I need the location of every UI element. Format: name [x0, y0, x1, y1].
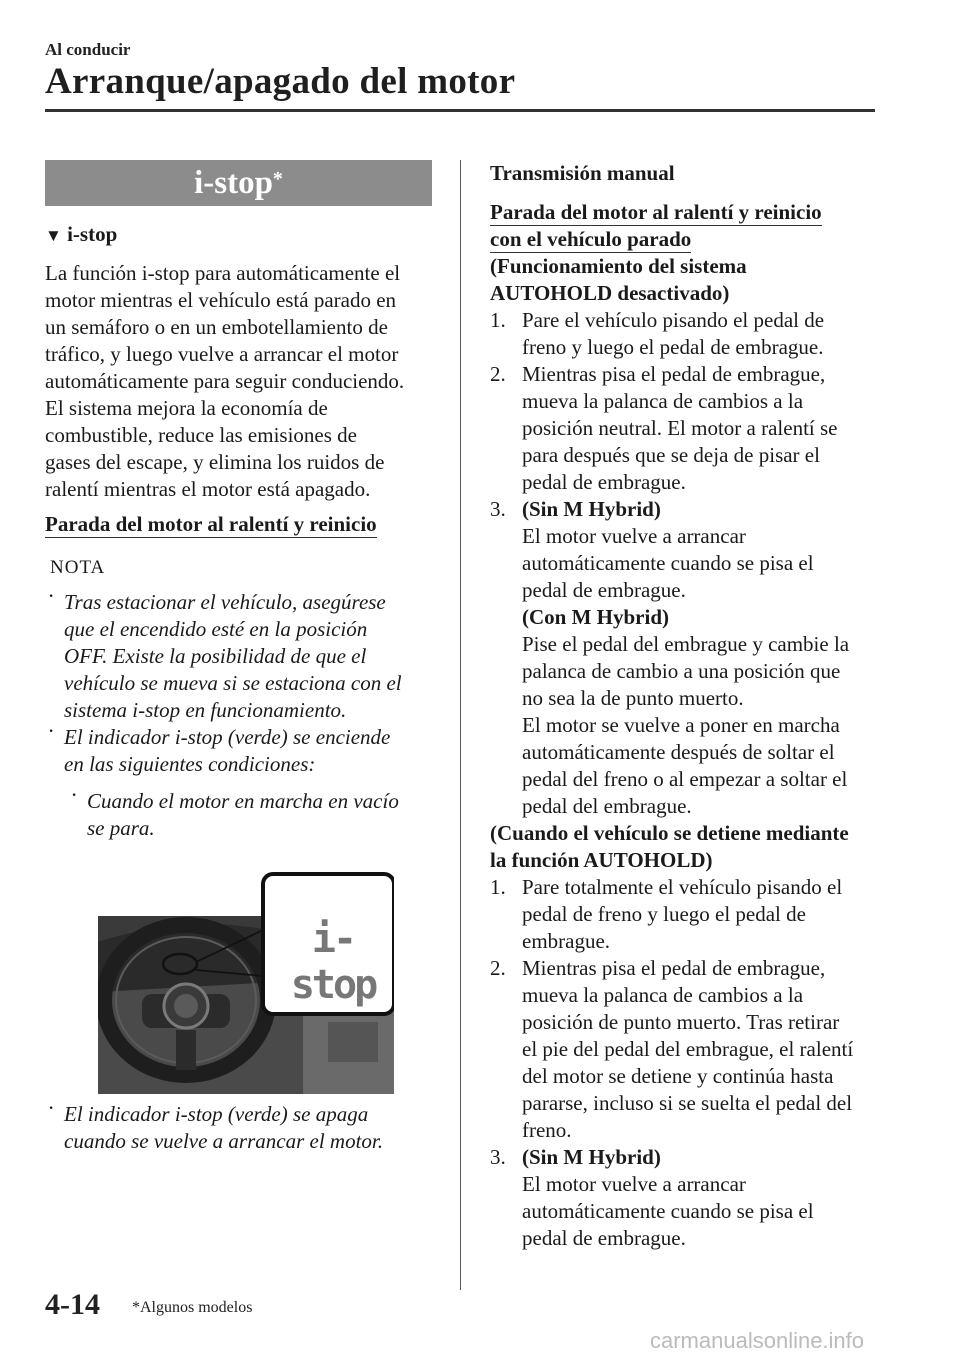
nota-bullet-last [45, 1101, 435, 1155]
section-banner [45, 160, 432, 206]
intro-line: ralentí mientras el motor está apagado. [45, 477, 371, 501]
nota-sub-bullet: · Cuando el motor en marcha en vacío se para. [45, 788, 435, 842]
intro-line: automáticamente para seguir conduciendo. [45, 369, 405, 393]
footnote: *Algunos modelos [132, 1299, 253, 1316]
i-stop-indicator-label: i-stop [290, 916, 376, 1008]
page-number: 4-14 [45, 1288, 100, 1321]
intro-line: un semáforo o en un embotellamiento de [45, 315, 388, 339]
intro-line: motor mientras el vehículo está parado en [45, 288, 397, 312]
intro-line: tráfico, y luego vuelve a arrancar el motor [45, 342, 399, 366]
intro-line: El sistema mejora la economía de [45, 396, 328, 420]
intro-line: gases del escape, y elimina los ruidos de [45, 450, 385, 474]
subhead-text: i-stop [67, 222, 118, 246]
nota-bullet: · El indicador i-stop (verde) se enciende en las siguientes condiciones: [45, 724, 435, 778]
page-title: Arranque/apagado del motor [45, 61, 516, 102]
step-item: 3. (Sin M Hybrid) El motor vuelve a arrancar automáticamente cuando se pisa el pedal de embrague. [490, 1145, 814, 1250]
condition-heading: la función AUTOHOLD) [490, 848, 713, 872]
step-item: 1. Pare totalmente el vehículo pisando el pedal de freno y luego el pedal de embrague. [490, 875, 843, 953]
intro-line: La función i-stop para automáticamente el [45, 261, 401, 285]
nota-bullets [45, 589, 435, 842]
nota-bullet: · El indicador i-stop (verde) se apaga cuando se vuelve a arrancar el motor. [45, 1101, 435, 1155]
intro-line: combustible, reduce las emisiones de [45, 423, 357, 447]
condition-heading: (Funcionamiento del sistema [490, 254, 747, 278]
step-item: 2. Mientras pisa el pedal de embrague, mueva la palanca de cambios a la posición de punto muerto. Tras retirar el pie del pedal del embrague, el ralentí del motor se detiene y continúa hasta pararse, incluso si se suelta el pedal del freno. [490, 956, 854, 1142]
banner-star: * [272, 168, 283, 190]
left-column [45, 160, 435, 842]
underline-heading: Parada del motor al ralentí y reinicio [45, 512, 377, 536]
right-column [490, 160, 880, 1252]
nota-label: NOTA [50, 557, 106, 578]
intro-paragraph [45, 260, 435, 503]
triangle-marker-icon: ▼ [45, 226, 62, 245]
subhead [45, 221, 435, 249]
nota-bullet: · Tras estacionar el vehículo, asegúrese que el encendido esté en la posición OFF. Existe la posibilidad de que el vehículo se mueva si se estaciona con el sistema i-stop en funcionamiento. [45, 589, 435, 724]
dashboard-figure [98, 872, 394, 1094]
right-heading: Transmisión manual [490, 161, 675, 185]
step-item: 2. Mientras pisa el pedal de embrague, mueva la palanca de cambios a la posición neutral. El motor a ralentí se para después que se deja de pisar el pedal de embrague. [490, 362, 838, 494]
step-item: 1. Pare el vehículo pisando el pedal de freno y luego el pedal de embrague. [490, 308, 825, 359]
column-divider [460, 160, 461, 1290]
watermark: carmanualsonline.info [650, 1328, 865, 1353]
condition-heading: AUTOHOLD desactivado) [490, 281, 730, 305]
right-underline-heading: Parada del motor al ralentí y reinicio con el vehículo parado [490, 200, 822, 251]
step-item: 3. (Sin M Hybrid) El motor vuelve a arrancar automáticamente cuando se pisa el pedal de embrague. (Con M Hybrid) Pise el pedal del embrague y cambie la palanca de cambio a una posición que no sea la de punto muerto. El motor se vuelve a poner en marcha automáticamente después de soltar el pedal del freno o al empezar a soltar el pedal del embrague. [490, 497, 850, 818]
banner-title: i-stop [194, 165, 273, 201]
condition-heading: (Cuando el vehículo se detiene mediante [490, 821, 849, 845]
section-label: Al conducir [45, 40, 131, 59]
header-rule [45, 109, 875, 112]
